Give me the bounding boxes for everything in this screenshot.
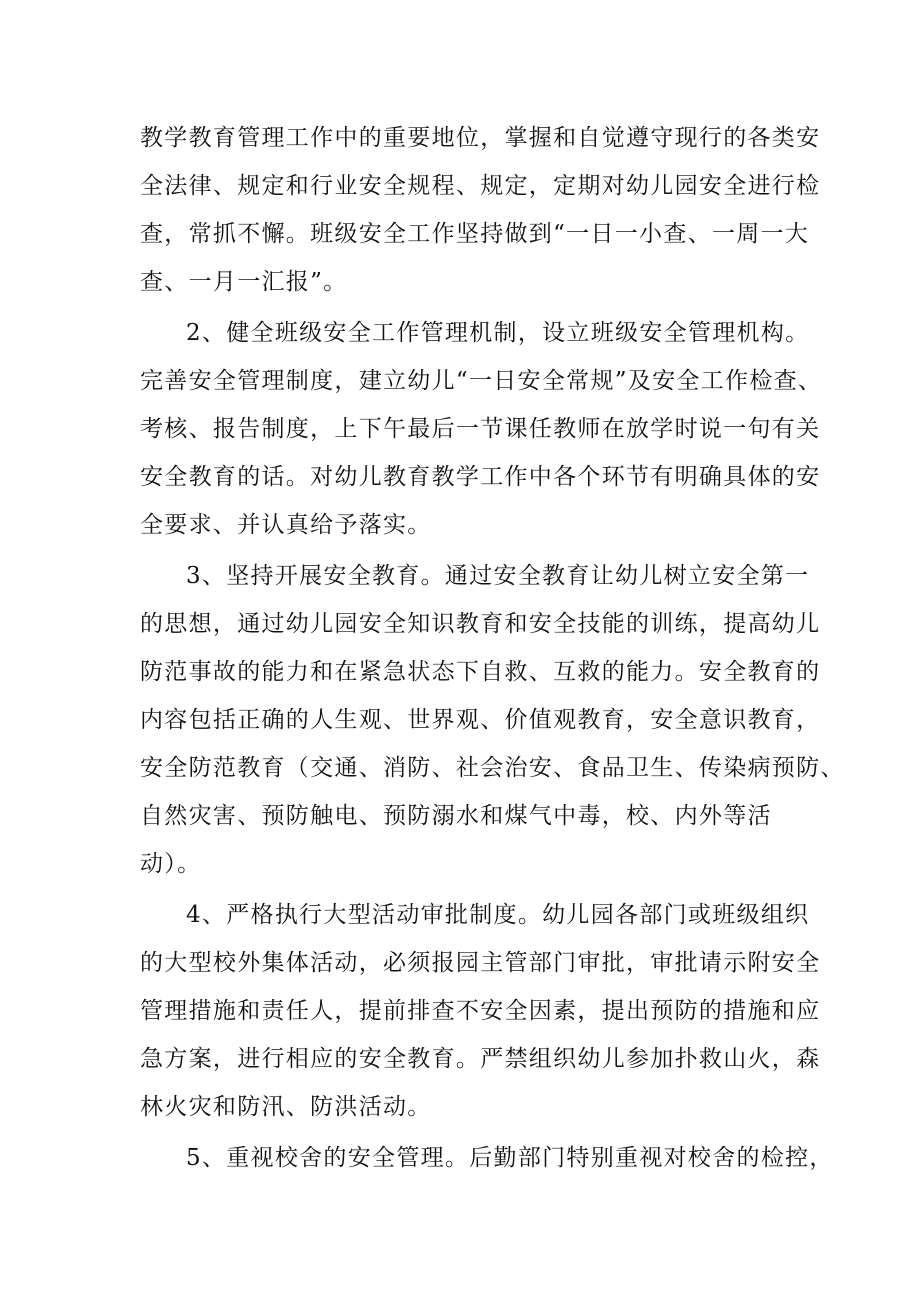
- text-line: 安全防范教育（交通、消防、社会治安、食品卫生、传染病预防、: [140, 755, 845, 781]
- text-line: 全要求、并认真给予落实。: [140, 512, 432, 538]
- paragraph-2-first-line: 2、健全班级安全工作管理机制，设立班级安全管理机构。: [186, 320, 810, 346]
- text-line: 动）。: [140, 851, 202, 877]
- text-line: 安全教育的话。对幼儿教育教学工作中各个环节有明确具体的安: [140, 464, 821, 490]
- text-line: 查、一月一汇报”。: [140, 269, 348, 295]
- text-line: 的思想，通过幼儿园安全知识教育和安全技能的训练，提高幼儿: [140, 611, 821, 637]
- text-line: 林火灾和防汛、防洪活动。: [140, 1094, 432, 1120]
- text-line: 内容包括正确的人生观、世界观、价值观教育，安全意识教育，: [140, 707, 821, 733]
- text-line: 教学教育管理工作中的重要地位，掌握和自觉遵守现行的各类安: [140, 125, 821, 151]
- text-line: 完善安全管理制度，建立幼儿“一日安全常规”及安全工作检查、: [140, 368, 823, 394]
- text-line: 全法律、规定和行业安全规程、规定，定期对幼儿园安全进行检: [140, 173, 821, 199]
- text-line: 急方案，进行相应的安全教育。严禁组织幼儿参加扑救山火，森: [140, 1046, 821, 1072]
- text-line: 的大型校外集体活动，必须报园主管部门审批，审批请示附安全: [140, 950, 821, 976]
- text-line: 自然灾害、预防触电、预防溺水和煤气中毒，校、内外等活: [140, 803, 772, 829]
- body-text: [140, 114, 845, 1182]
- text-line: 防范事故的能力和在紧急状态下自救、互救的能力。安全教育的: [140, 659, 821, 685]
- text-line: 管理措施和责任人，提前排查不安全因素，提出预防的措施和应: [140, 998, 821, 1024]
- text-line: 考核、报告制度，上下午最后一节课任教师在放学时说一句有关: [140, 416, 821, 442]
- text-line: 查，常抓不懈。班级安全工作坚持做到“一日一小查、一周一大: [140, 221, 810, 247]
- paragraph-4-first-line: 4、严格执行大型活动审批制度。幼儿园各部门或班级组织: [186, 902, 810, 928]
- paragraph-3-first-line: 3、坚持开展安全教育。通过安全教育让幼儿树立安全第一: [186, 563, 810, 589]
- paragraph-5-first-line: 5、重视校舍的安全管理。后勤部门特别重视对校舍的检控，: [186, 1145, 834, 1171]
